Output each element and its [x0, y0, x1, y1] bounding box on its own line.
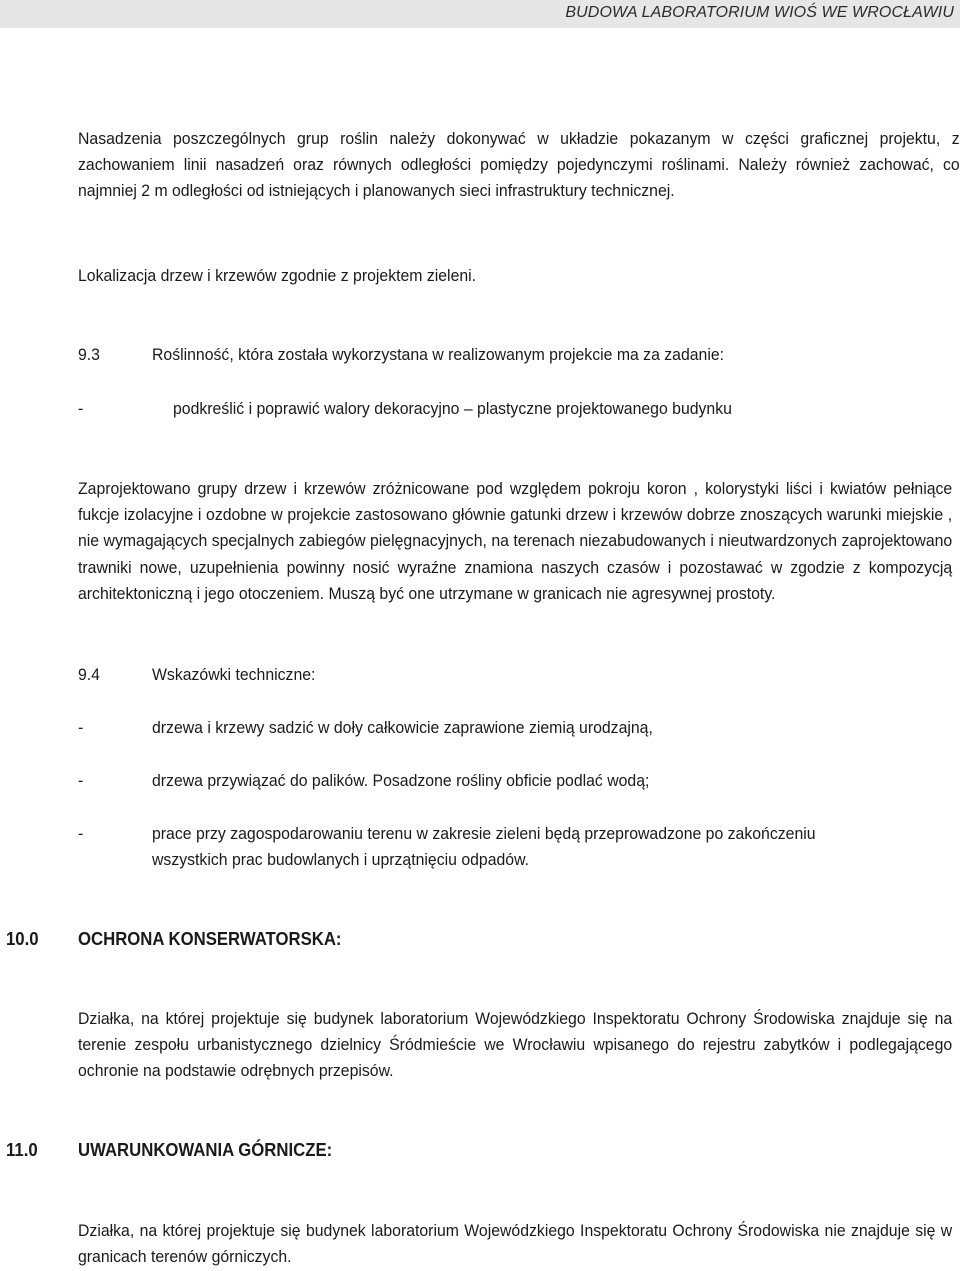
section-number: 9.3 [78, 345, 100, 364]
list-item: drzewa i krzewy sadzić w doły całkowicie zaprawione ziemią urodzajną, [152, 718, 653, 737]
list-item: podkreślić i poprawić walory dekoracyjno – plastyczne projektowanego budynku [173, 399, 732, 418]
section-title: Wskazówki techniczne: [152, 665, 316, 684]
document-title: BUDOWA LABORATORIUM WIOŚ WE WROCŁAWIU [565, 4, 954, 21]
section-paragraph: Działka, na której projektuje się budynek laboratorium Wojewódzkiego Inspektoratu Ochrony Środowiska nie znajduje się w granicach terenów górniczych. [78, 1221, 953, 1267]
heading-title: OCHRONA KONSERWATORSKA: [78, 929, 342, 949]
heading-number: 10.0 [6, 929, 39, 949]
list-dash: - [78, 824, 84, 843]
list-item: drzewa przywiązać do palików. Posadzone rośliny obficie podlać wodą; [152, 771, 650, 790]
design-groups-paragraph: Zaprojektowano grupy drzew i krzewów zróżnicowane pod względem pokroju koron , kolorystyki liści i kwiatów pełniące fukcje izolacyjne i ozdobne w projekcie zastosowano głównie gatunki drzew i krzewów dobrze znoszących warunki miejskie , nie wymagających specjalnych zabiegów pielęgnacyjnych, na terenach niezabudowanych i nieutwardzonych zaprojektowano trawniki nowe, uzupełnienia powinny nosić wyraźne znamiona naszych czasów i pozostawać w zgodzie z kompozycją architektoniczną i jego otoczeniem. Muszą być one utrzymane w granicach nie agresywnej prostoty. [78, 479, 953, 603]
heading-number: 11.0 [6, 1140, 38, 1160]
list-dash: - [78, 771, 84, 790]
heading-title: UWARUNKOWANIA GÓRNICZE: [78, 1140, 333, 1160]
list-item-continuation: wszystkich prac budowlanych i uprzątnięciu odpadów. [152, 850, 530, 869]
list-dash: - [78, 399, 84, 418]
location-paragraph: Lokalizacja drzew i krzewów zgodnie z projektem zieleni. [78, 266, 477, 285]
section-number: 9.4 [78, 665, 100, 684]
section-paragraph: Działka, na której projektuje się budynek laboratorium Wojewódzkiego Inspektoratu Ochrony Środowiska znajduje się na terenie zespołu urbanistycznego dzielnicy Śródmieście we Wrocławiu wpisanego do rejestru zabytków i podlegającego ochronie na podstawie odrębnych przepisów. [78, 1009, 953, 1081]
page-header [0, 0, 960, 28]
section-text: Roślinność, która została wykorzystana w realizowanym projekcie ma za zadanie: [152, 345, 725, 364]
list-item: prace przy zagospodarowaniu terenu w zakresie zieleni będą przeprowadzone po zakończeniu [152, 824, 816, 843]
planting-paragraph: Nasadzenia poszczególnych grup roślin należy dokonywać w układzie pokazanym w części graficznej projektu, z zachowaniem linii nasadzeń oraz równych odległości pomiędzy pojedynczymi roślinami. Należy również zachować, co najmniej 2 m odległości od istniejących i planowanych sieci infrastruktury technicznej. [78, 129, 960, 201]
list-dash: - [78, 718, 84, 737]
